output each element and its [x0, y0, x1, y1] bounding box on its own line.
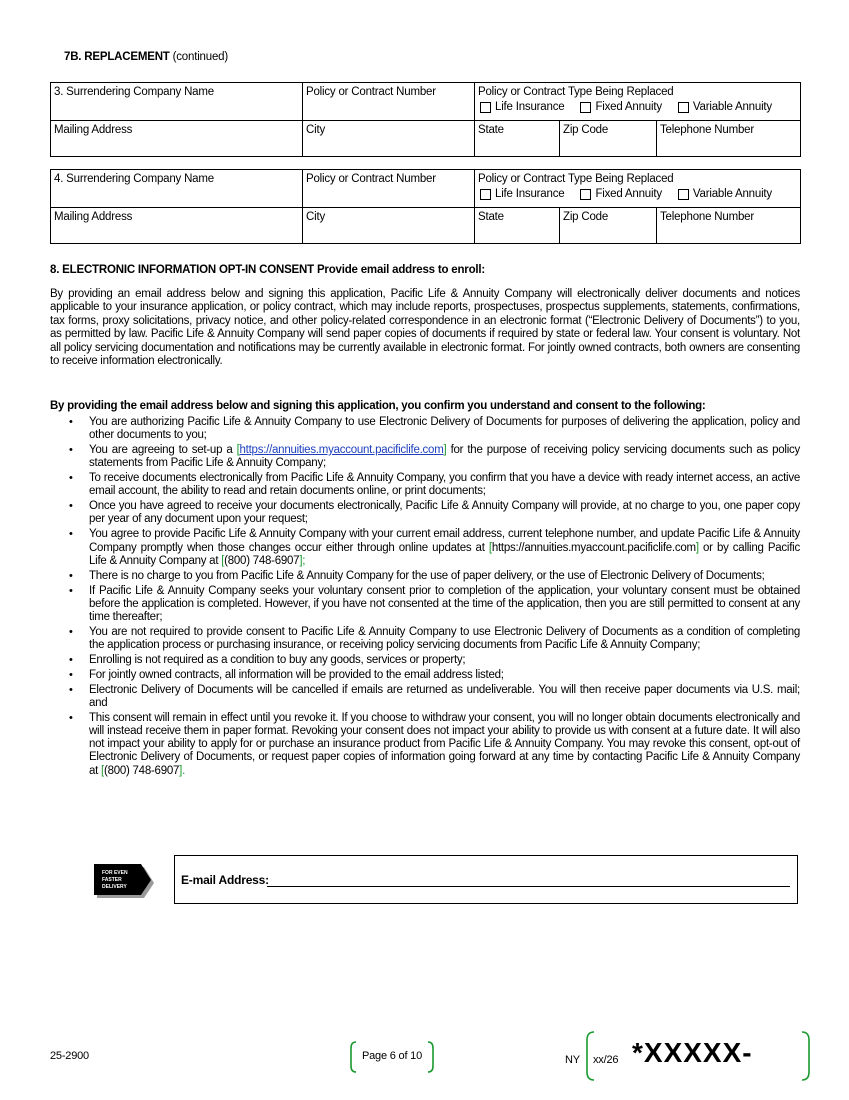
consent-bullet-list [50, 416, 800, 780]
fixed-annuity-checkbox[interactable] [580, 189, 591, 200]
city-field[interactable]: City [303, 208, 475, 244]
policy-number-field[interactable]: Policy or Contract Number [303, 83, 475, 121]
account-link[interactable]: https://annuities.myaccount.pacificlife.com [239, 444, 444, 457]
replacement-table-4 [50, 169, 801, 244]
life-insurance-checkbox[interactable] [480, 189, 491, 200]
state-field[interactable]: State [475, 208, 560, 244]
zip-code-field[interactable]: Zip Code [560, 121, 657, 157]
state-field[interactable]: State [475, 121, 560, 157]
badge-line: FASTER [102, 877, 122, 883]
list-item: • If Pacific Life & Annuity Company seeks your voluntary consent prior to completion of the application, your voluntary consent must be obtained before the application is completed. However, if you have not consented at the time of the application, then you are still permitted to consent at any time thereafter; [50, 585, 800, 625]
surrendering-company-name-field[interactable]: 4. Surrendering Company Name [51, 170, 303, 208]
email-label: E-mail Address: [181, 873, 269, 887]
zip-code-field[interactable]: Zip Code [560, 208, 657, 244]
replacement-table-3 [50, 82, 801, 157]
list-item: • Once you have agreed to receive your documents electronically, Pacific Life & Annuity Company will provide, at no charge to you, one paper copy per year of any document upon your request; [50, 500, 800, 526]
list-item: • There is no charge to you from Pacific Life & Annuity Company for the use of paper delivery, or the use of Electronic Delivery of Documents; [50, 570, 800, 583]
consent-heading: By providing the email address below and signing this application, you confirm you understand and consent to the following: [50, 400, 706, 412]
fixed-annuity-checkbox[interactable] [580, 102, 591, 113]
variable-annuity-checkbox[interactable] [678, 189, 689, 200]
list-item: • You agree to provide Pacific Life & Annuity Company with your current email address, current telephone number, and update Pacific Life & Annuity Company promptly when those changes occur either through online updates at [https://annuities.myaccount.pacificlife.com] or by calling Pacific Life & Annuity Company at [(800) 748-6907]; [50, 528, 800, 568]
telephone-field[interactable]: Telephone Number [657, 121, 801, 157]
section-7b-title: 7B. REPLACEMENT (continued) [64, 51, 228, 63]
contract-type-cell: Policy or Contract Type Being Replaced Life Insurance Fixed Annuity Variable Annuity [475, 83, 801, 121]
surrendering-company-name-field[interactable]: 3. Surrendering Company Name [51, 83, 303, 121]
telephone-field[interactable]: Telephone Number [657, 208, 801, 244]
form-number: 25-2900 [50, 1050, 89, 1062]
faster-delivery-arrow-icon [94, 864, 154, 898]
badge-line: FOR EVEN [102, 870, 128, 876]
form-code: *XXXXX- [632, 1037, 753, 1068]
badge-line: DELIVERY [102, 884, 127, 890]
state-code: NY [565, 1054, 580, 1066]
list-item: • For jointly owned contracts, all information will be provided to the email address listed; [50, 669, 800, 682]
list-item: • Enrolling is not required as a condition to buy any goods, services or property; [50, 654, 800, 667]
variable-annuity-checkbox[interactable] [678, 102, 689, 113]
city-field[interactable]: City [303, 121, 475, 157]
policy-number-field[interactable]: Policy or Contract Number [303, 170, 475, 208]
date-code: xx/26 [593, 1054, 619, 1066]
list-item: • You are not required to provide consent to Pacific Life & Annuity Company to use Electronic Delivery of Documents as a condition of completing the application process or purchasing insurance, or receiving policy servicing documents from Pacific Life & Annuity Company; [50, 626, 800, 652]
list-item: • To receive documents electronically from Pacific Life & Annuity Company, you confirm that you have a device with ready internet access, an active email account, the ability to read and retain documents online, or print documents; [50, 472, 800, 498]
email-input[interactable] [267, 886, 790, 887]
list-item: • You are agreeing to set-up a [https://annuities.myaccount.pacificlife.com] for the purpose of receiving policy servicing documents such as policy statements from Pacific Life & Annuity Company; [50, 444, 800, 470]
mailing-address-field[interactable]: Mailing Address [51, 208, 303, 244]
consent-intro-paragraph: By providing an email address below and signing this application, Pacific Life & Annuity Company will electronically deliver documents and notices applicable to your insurance application, or policy contract, which may include reports, prospectuses, prospectus supplements, statements, confirmations, tax forms, proxy solicitations, privacy notice, and other policy-related correspondence in an electronic format (“Electronic Delivery of Documents”) to you, as permitted by law. Pacific Life & Annuity Company will send paper copies of documents if required by state or federal law. Your consent is voluntary. Not all policy servicing documentation and notifications may be currently available in electronic format. For jointly owned contracts, both owners are consenting to receive information electronically. [50, 288, 800, 368]
list-item: • You are authorizing Pacific Life & Annuity Company to use Electronic Delivery of Documents for purposes of delivering the application, policy and other documents to you; [50, 416, 800, 442]
section-8-title: 8. ELECTRONIC INFORMATION OPT-IN CONSENT Provide email address to enroll: [50, 264, 486, 276]
page-number: Page 6 of 10 [362, 1050, 422, 1062]
contract-type-cell: Policy or Contract Type Being Replaced Life Insurance Fixed Annuity Variable Annuity [475, 170, 801, 208]
mailing-address-field[interactable]: Mailing Address [51, 121, 303, 157]
life-insurance-checkbox[interactable] [480, 102, 491, 113]
list-item: • Electronic Delivery of Documents will be cancelled if emails are returned as undeliverable. You will then receive paper documents via U.S. mail; and [50, 684, 800, 710]
list-item: • This consent will remain in effect until you revoke it. If you choose to withdraw your consent, you will no longer obtain documents electronically and will instead receive them in paper format. Revoking your consent does not impact your ability to provide us with consent at a future date. It will also not impact your ability to apply for or purchase an insurance product from Pacific Life & Annuity Company. You may revoke this consent, opt-out of Electronic Delivery of Documents, or request paper copies of information going forward at any time by contacting Pacific Life & Annuity Company at [(800) 748-6907]. [50, 712, 800, 778]
